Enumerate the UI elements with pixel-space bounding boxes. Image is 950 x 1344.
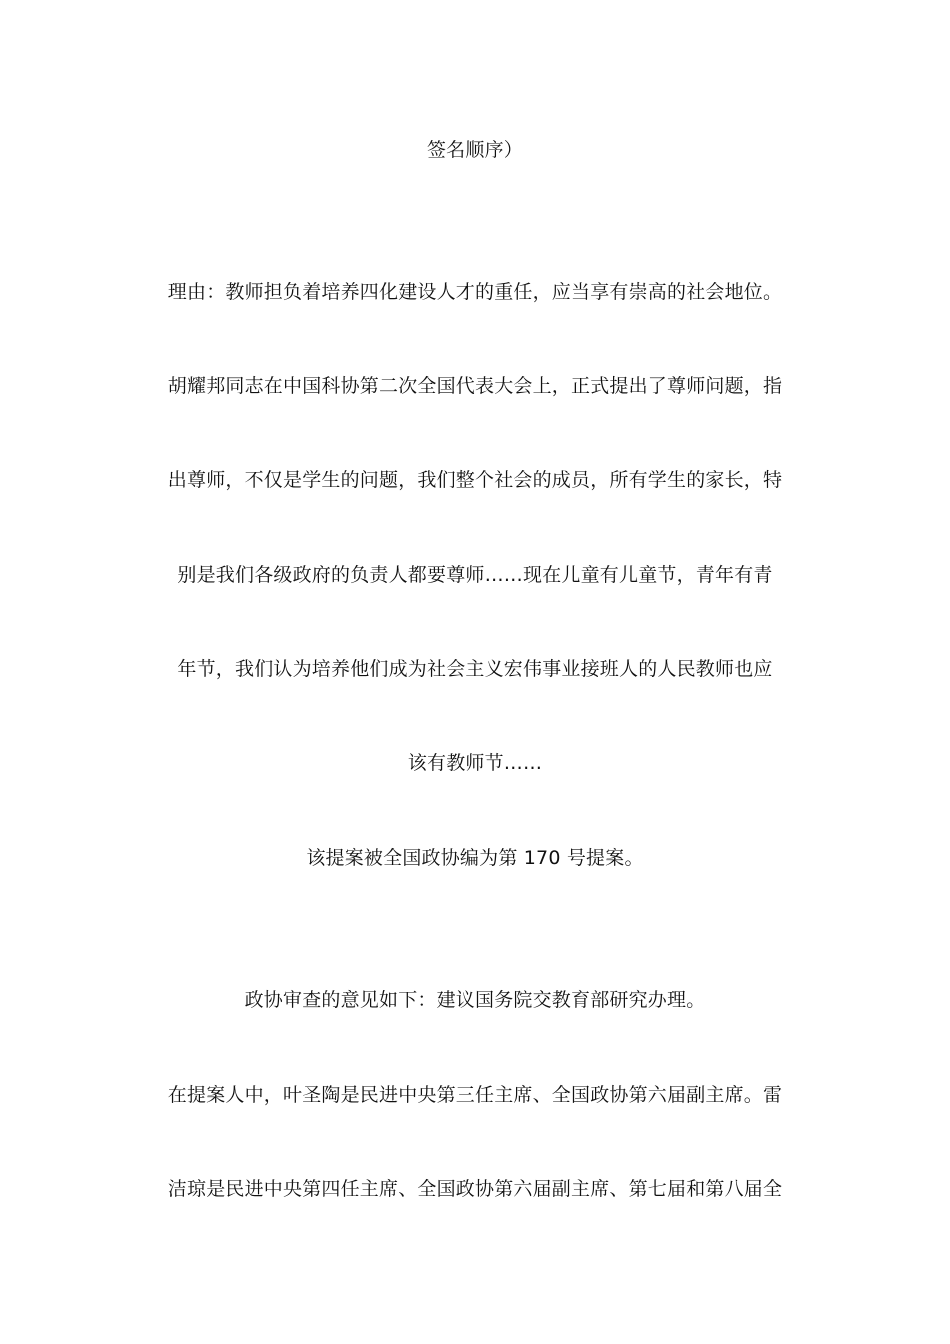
text-line-proposers: 在提案人中，叶圣陶是民进中央第三任主席、全国政协第六届副主席。雷 (167, 1084, 783, 1106)
text-line-signature-order: 签名顺序） (426, 139, 523, 161)
text-line-respect-teachers: 出尊师，不仅是学生的问题，我们整个社会的成员，所有学生的家长，特 (167, 469, 783, 491)
text-line-review-opinion: 政协审查的意见如下：建议国务院交教育部研究办理。 (244, 989, 706, 1011)
text-line-proposal-number: 该提案被全国政协编为第 170 号提案。 (306, 847, 644, 869)
text-line-youth-day: 年节，我们认为培养他们成为社会主义宏伟事业接班人的人民教师也应 (177, 658, 773, 680)
text-line-hu-yaobang: 胡耀邦同志在中国科协第二次全国代表大会上，正式提出了尊师问题，指 (167, 375, 783, 397)
text-line-government-leaders: 别是我们各级政府的负责人都要尊师……现在儿童有儿童节，青年有青 (177, 564, 773, 586)
text-line-lei-jieqiong: 洁琼是民进中央第四任主席、全国政协第六届副主席、第七届和第八届全 (167, 1178, 783, 1200)
text-line-teachers-day: 该有教师节…… (407, 752, 543, 774)
text-line-reason: 理由：教师担负着培养四化建设人才的重任，应当享有崇高的社会地位。 (167, 281, 783, 303)
